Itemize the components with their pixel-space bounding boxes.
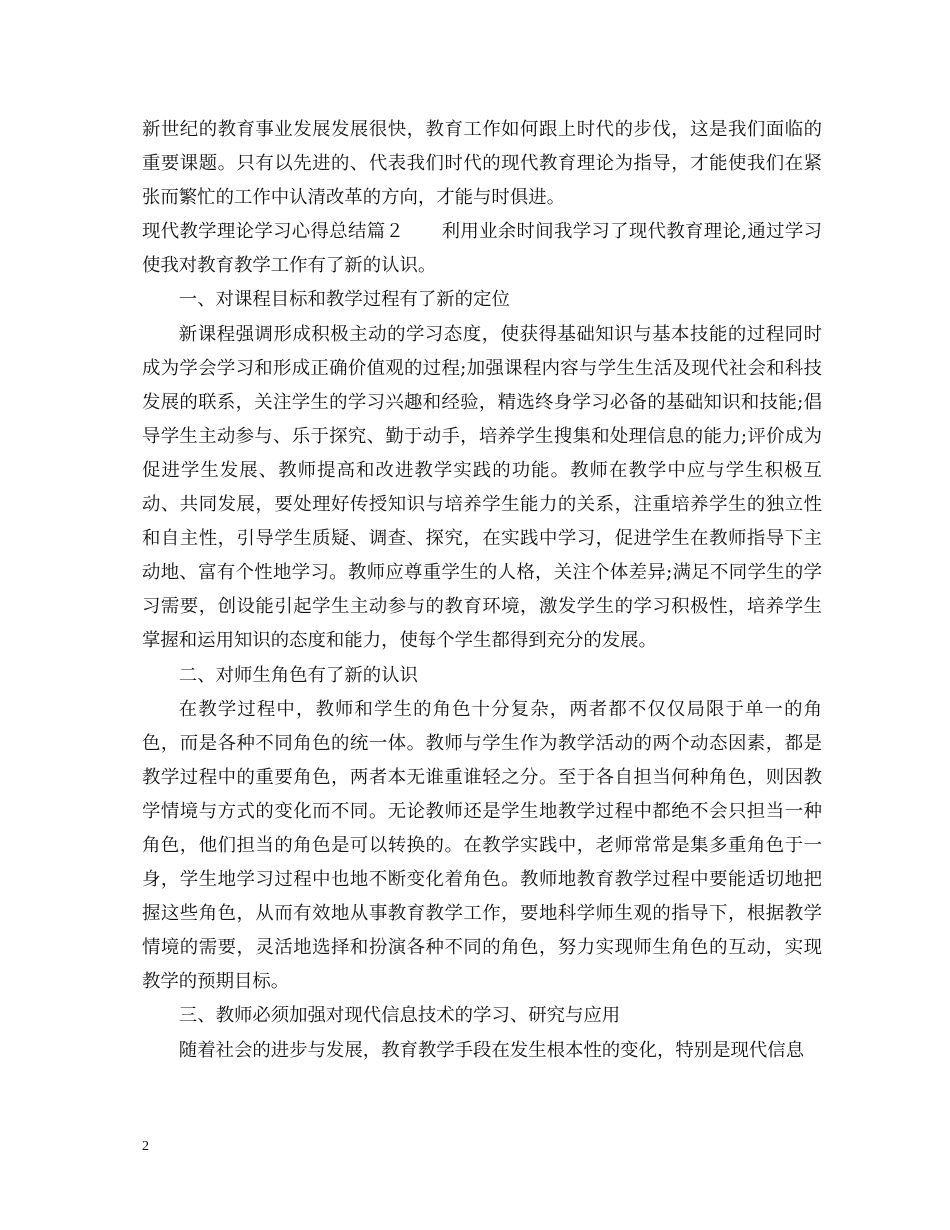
paragraph-section-3-body: 随着社会的进步与发展，教育教学手段在发生根本性的变化，特别是现代信息 xyxy=(178,1039,805,1061)
paragraph-intro-conclusion: 新世纪的教育事业发展发展很快，教育工作如何跟上时代的步伐，这是我们面临的重要课题。只有以先进的、代表我们时代的现代教育理论为指导，才能使我们在紧张而繁忙的工作中认清改革的方向，才能与时俱进。 xyxy=(142,119,822,209)
section-heading-2: 二、对师生角色有了新的认识 xyxy=(178,664,418,686)
paragraph-section-2-body: 在教学过程中，教师和学生的角色十分复杂，两者都不仅仅局限于单一的角色，而是各种不同角色的统一体。教师与学生作为教学活动的两个动态因素，都是教学过程中的重要角色，两者本无谁重谁轻之分。至于各自担当何种角色，则因教学情境与方式的变化而不同。无论教师还是学生地教学过程中都绝不会只担当一种角色，他们担当的角色是可以转换的。在教学实践中，老师常常是集多重角色于一身，学生地学习过程中也地不断变化着角色。教师地教育教学过程中要能适切地把握这些角色，从而有效地从事教育教学工作，要地科学师生观的指导下，根据教学情境的需要，灵活地选择和扮演各种不同的角色，努力实现师生角色的互动，实现教学的预期目标。 xyxy=(142,698,822,993)
section-heading-3: 三、教师必须加强对现代信息技术的学习、研究与应用 xyxy=(178,1005,621,1027)
section-heading-1: 一、对课程目标和教学过程有了新的定位 xyxy=(178,289,510,311)
paragraph-section-1-body: 新课程强调形成积极主动的学习态度，使获得基础知识与基本技能的过程同时成为学会学习和形成正确价值观的过程;加强课程内容与学生生活及现代社会和科技发展的联系，关注学生的学习兴趣和经验，精选终身学习必备的基础知识和技能;倡导学生主动参与、乐于探究、勤于动手，培养学生搜集和处理信息的能力;评价成为促进学生发展、教师提高和改进教学实践的功能。教师在教学中应与学生积极互动、共同发展，要处理好传授知识与培养学生能力的关系，注重培养学生的独立性和自主性，引导学生质疑、调查、探究，在实践中学习，促进学生在教师指导下主动地、富有个性地学习。教师应尊重学生的人格，关注个体差异;满足不同学生的学习需要，创设能引起学生主动参与的教育环境，激发学生的学习积极性，培养学生掌握和运用知识的态度和能力，使每个学生都得到充分的发展。 xyxy=(142,323,822,652)
paragraph-article-title-and-opening: 现代教学理论学习心得总结篇２ 利用业余时间我学习了现代教育理论,通过学习使我对教育教学工作有了新的认识。 xyxy=(142,221,822,277)
document-body xyxy=(142,113,822,1068)
page-number: 2 xyxy=(142,1139,149,1154)
